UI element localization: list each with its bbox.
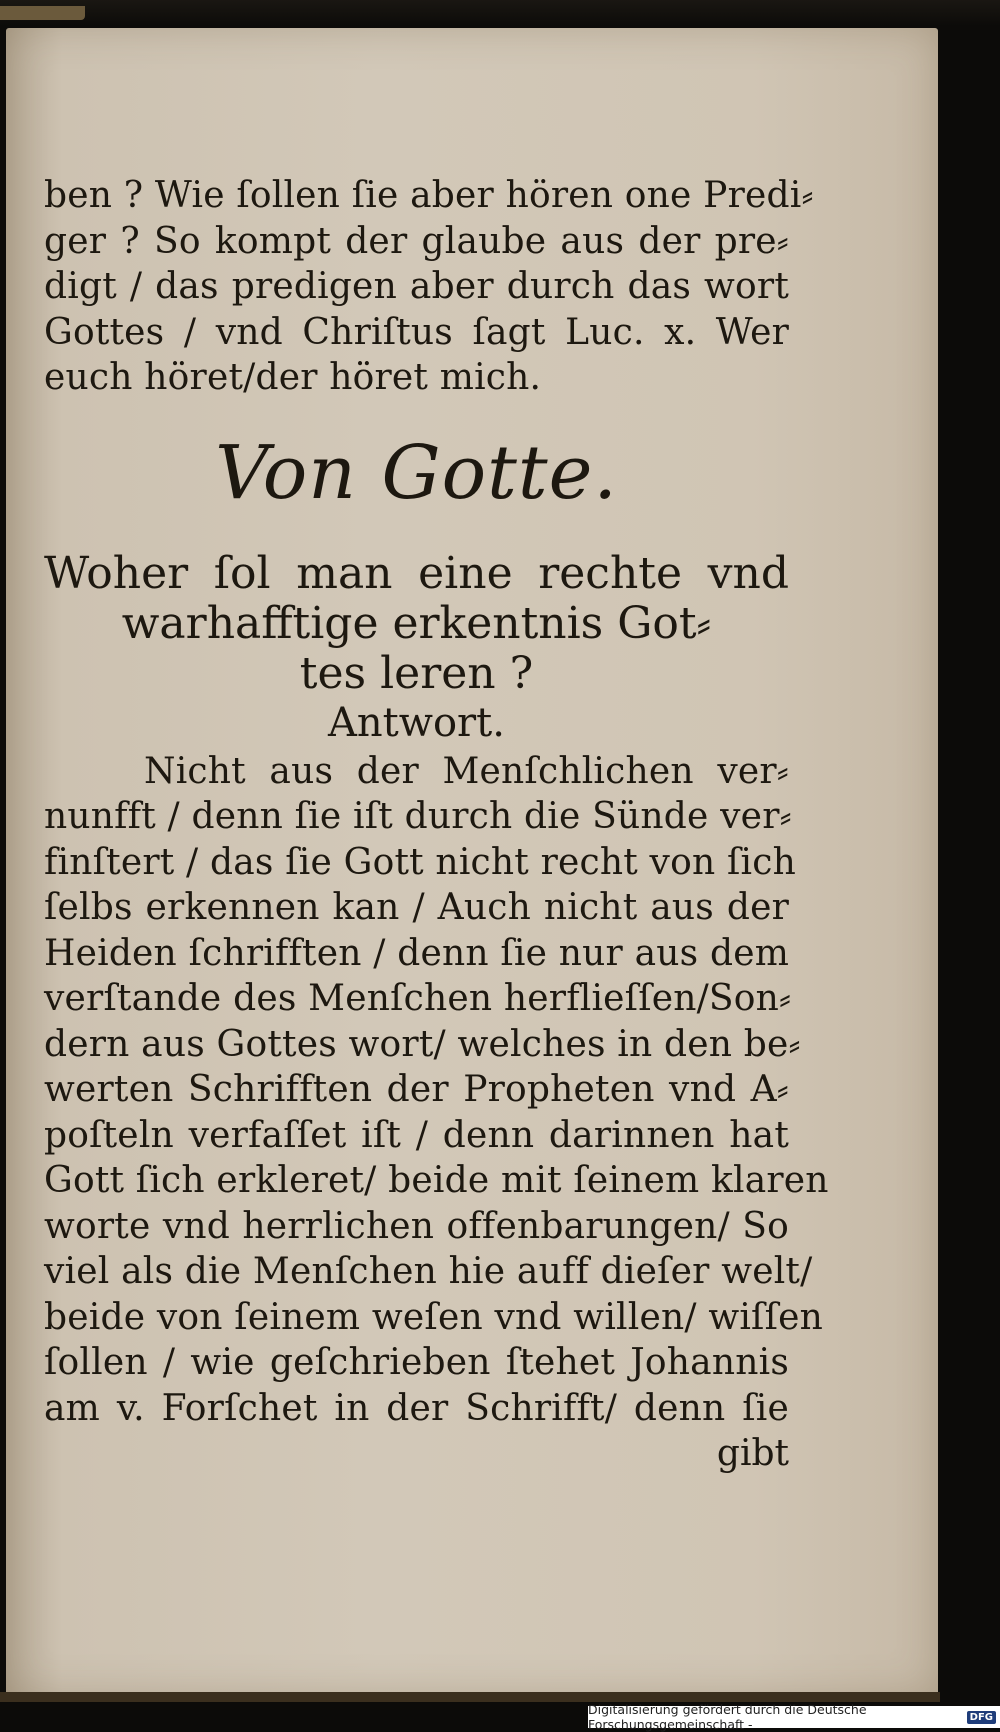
text-line: digt / das predigen aber durch das wort (44, 266, 789, 307)
text-line: dern aus Gottes wort/ welches in den be⸗ (44, 1023, 801, 1065)
text-line: viel als die Menſchen hie auff dieſer welt/ (44, 1251, 813, 1292)
page-text-block (44, 173, 829, 1477)
text-line: nunfft / denn ſie iſt durch die Sünde ver⸗ (44, 796, 792, 837)
book-page (6, 28, 938, 1696)
text-line: poſteln verfaſſet iſt / denn darinnen hat (44, 1114, 789, 1156)
catchword: gibt (716, 1433, 789, 1474)
text-line: euch höret/der höret mich. (44, 357, 542, 398)
credit-text: Digitalisierung gefördert durch die Deutsche Forschungsgemeinschaft - (588, 1702, 867, 1732)
text-line: beide von ſeinem weſen vnd willen/ wiſſen (44, 1296, 823, 1338)
text-line: ben ? Wie ſollen ſie aber hören one Predi⸗ (44, 175, 814, 216)
answer-label: Antwort. (328, 699, 505, 746)
text-line: worte vnd herrlichen offenbarungen/ So (44, 1205, 789, 1247)
text-line: werten Schrifften der Propheten vnd A⸗ (44, 1069, 789, 1110)
text-line: ſelbs erkennen kan / Auch nicht aus der (44, 887, 789, 928)
dfg-logo: DFG (967, 1711, 996, 1724)
text-line: Gottes / vnd Chriſtus ſagt Luc. x. Wer (44, 311, 789, 353)
text-line: Gott ſich erkleret/ beide mit ſeinem klaren (44, 1160, 829, 1201)
book-spine-tab (0, 6, 85, 20)
text-line: ſollen / wie geſchrieben ſtehet Johannis (44, 1342, 789, 1383)
book-top-edge (0, 0, 1000, 26)
question-line: tes leren ? (299, 647, 534, 699)
question-line: Woher ſol man eine rechte vnd (44, 547, 789, 599)
text-line: Nicht aus der Menſchlichen ver⸗ (144, 750, 789, 792)
text-line: finſtert / das ſie Gott nicht recht von ſich (44, 841, 796, 883)
book-bottom-edge (0, 1692, 940, 1702)
digitization-credit (588, 1702, 1000, 1732)
text-line: am v. Forſchet in der Schrifft/ denn ſie (44, 1387, 789, 1429)
text-line: Heiden ſchrifften / denn ſie nur aus dem (44, 932, 790, 974)
section-heading: Von Gotte. (215, 429, 618, 516)
text-line: ger ? So kompt der glaube aus der pre⸗ (44, 220, 789, 262)
question-line: warhafftige erkentnis Got⸗ (121, 597, 712, 649)
text-line: verſtande des Menſchen herflieſſen/Son⸗ (44, 978, 792, 1019)
